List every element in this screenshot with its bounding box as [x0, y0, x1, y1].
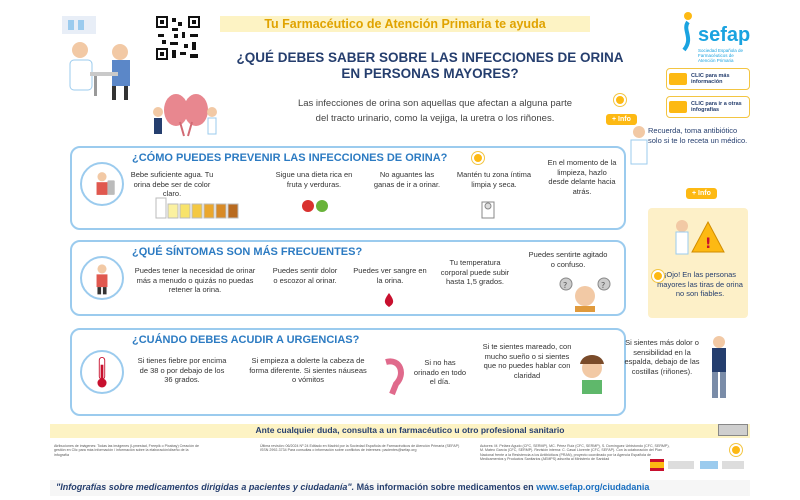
infographic-page	[50, 4, 750, 496]
prevention-title: ¿CÓMO PUEDES PREVENIR LAS INFECCIONES DE ORINA?	[132, 152, 448, 164]
other-infographics-label: CLIC para ir a otras infografías	[691, 101, 742, 113]
creative-commons-badge	[718, 424, 748, 436]
prevention-person-icon	[80, 162, 124, 206]
blood-drop-icon	[382, 292, 396, 308]
footer-info-icon[interactable]	[730, 444, 742, 456]
symptoms-person-icon	[80, 256, 124, 300]
sefap-logo[interactable]	[670, 10, 751, 63]
fruit-icon	[300, 198, 330, 214]
link-chip-icon	[669, 101, 687, 113]
main-title-line1: ¿QUÉ DEBES SABER SOBRE LAS INFECCIONES DE ORINA	[236, 50, 624, 65]
bottom-rest: Más información sobre medicamentos en	[354, 482, 537, 492]
emergency-section	[70, 328, 626, 416]
ministry-logos	[650, 458, 746, 472]
symptom-item-blood: Puedes ver sangre en la orina.	[353, 266, 427, 285]
info-chip-icon	[669, 73, 687, 85]
symptom-item-frequency: Puedes tener la necesidad de orinar más a menudo o quizás no puedas retener la orina.	[134, 266, 256, 294]
bottom-italic: "Infografías sobre medicamentos dirigidas a pacientes y ciudadanía".	[56, 482, 355, 492]
back-pain-man-illustration	[704, 334, 734, 404]
emergency-item-fever: Si tienes fiebre por encima de 38 o por debajo de los 36 grados.	[137, 356, 227, 384]
prevention-info-icon[interactable]	[472, 152, 484, 164]
qr-code[interactable]	[154, 14, 202, 62]
antibiotic-tip: Recuerda, toma antibiótico solo si te lo receta un médico.	[648, 126, 748, 145]
footer-col-attributions: Atribuciones de imágenes: Todas las imágenes (Lymestad, Freepik o Pixabay) Creación de gestión en Clic para más información / información sobre la elaboración/diseño de la infografía	[54, 444, 200, 457]
bladder-icon	[378, 356, 408, 396]
prevention-item-urinate: No aguantes las ganas de ir a orinar.	[373, 170, 441, 189]
intro-text	[240, 96, 630, 126]
footer-dudas: Ante cualquier duda, consulta a un farmacéutico u otro profesional sanitario	[255, 425, 565, 435]
bottom-text	[56, 482, 746, 492]
main-title-line2: EN PERSONAS MAYORES?	[341, 66, 519, 81]
symptom-item-pain: Puedes sentir dolor o escozor al orinar.	[272, 266, 338, 285]
svg-text:!: !	[705, 236, 712, 252]
symptom-item-confusion: Puedes sentirte agitado o confuso.	[528, 250, 608, 269]
urine-color-cups-icon	[154, 196, 250, 220]
main-title	[210, 50, 650, 82]
warning-triangle-icon	[668, 212, 728, 266]
emergency-item-dizziness: Si te sientes mareado, con mucho sueño o si sientes que no puedes hablar con claridad	[482, 342, 572, 380]
symptoms-section	[70, 240, 626, 316]
emergency-title: ¿CUÁNDO DEBES ACUDIR A URGENCIAS?	[132, 334, 360, 346]
emergency-item-no-urine: Si no has orinado en todo el día.	[413, 358, 467, 386]
header-title: Tu Farmacéutico de Atención Primaria te ayuda	[220, 16, 590, 32]
kidney-illustration	[150, 82, 220, 142]
logo-subtitle: Sociedad Española de Farmacéuticos de Atención Primaria	[698, 48, 744, 63]
emergency-item-headache: Si empieza a dolerte la cabeza de forma diferente. Si sientes náuseas o vómitos	[249, 356, 367, 384]
logo-text: sefap	[698, 24, 751, 46]
prevention-item-cleaning: En el momento de la limpieza, hazlo desde delante hacia atrás.	[547, 158, 617, 196]
pharmacist-illustration	[54, 10, 146, 106]
other-infographics-link[interactable]	[666, 96, 750, 118]
more-info-link[interactable]	[666, 68, 750, 90]
symptoms-title: ¿QUÉ SÍNTOMAS SON MÁS FRECUENTES?	[132, 246, 363, 258]
tip-info-button[interactable]: + Info	[686, 188, 717, 199]
info-dot-icon[interactable]	[614, 94, 626, 106]
prevention-item-diet: Sigue una dieta rica en fruta y verduras.	[275, 170, 353, 189]
intro-line1: Las infecciones de orina son aquellas que afectan a alguna parte	[297, 98, 573, 109]
warning-box	[648, 208, 748, 318]
bottom-url-link[interactable]: www.sefap.org/ciudadania	[536, 482, 650, 492]
footer-col-authors: Autores: M. Peláez Agudo (CFC, SERMP), MC. Pérez Ruiz (CFC, SERMP), S. Domínguez Urbistondo (CFC, SERMP), M. Mateo García (CFC, SERMP). Revisión interna: C. Casal Llorente (CFC, SEFAP). Con la colaboración del Plan Nacional frente a la Resistencia a los Antibióticos (PRAN), proyecto coordinado por la Agencia Española de Medicamentos y Productos Sanitarios (AEMPS) adscrita al Ministerio de Sanidad	[480, 444, 670, 462]
svg-text:?: ?	[601, 281, 606, 290]
logo-figure-icon	[674, 10, 700, 60]
intro-info-button[interactable]: + Info	[606, 114, 637, 125]
more-info-label: CLIC para más información	[691, 73, 730, 85]
emergency-item-back-pain: Si sientes más dolor o sensibilidad en la espalda, debajo de las costillas (riñones).	[624, 338, 700, 376]
prevention-section	[70, 146, 626, 230]
symptom-item-temperature: Tu temperatura corporal puede subir hasta 1,5 grados.	[440, 258, 510, 286]
toilet-paper-icon	[480, 200, 498, 220]
dizzy-woman-illustration	[572, 350, 612, 396]
warning-text: ¡Ojo! En las personas mayores las tiras de orina no son fiables.	[657, 270, 743, 298]
footer-credits	[50, 440, 750, 474]
confused-elderly-illustration	[548, 270, 622, 312]
prevention-item-water: Bebe suficiente agua. Tu orina debe ser de color claro.	[130, 170, 214, 198]
svg-text:?: ?	[563, 281, 568, 290]
right-links	[666, 68, 750, 124]
thermometer-icon	[80, 350, 124, 394]
intro-line2: del tracto urinario, como la vejiga, la uretra o los riñones.	[315, 113, 555, 124]
prevention-item-hygiene: Mantén tu zona íntima limpia y seca.	[456, 170, 532, 189]
footer-col-edition: Última revisión: 06/2024 Nº 24 Editado en Madrid por la Sociedad Española de Farmacéuticos de Atención Primaria (SEFAP) ISSN 2992-3734 Para consultas o información sobre conflictos de intereses: pacientes@sefap.org	[260, 444, 460, 453]
